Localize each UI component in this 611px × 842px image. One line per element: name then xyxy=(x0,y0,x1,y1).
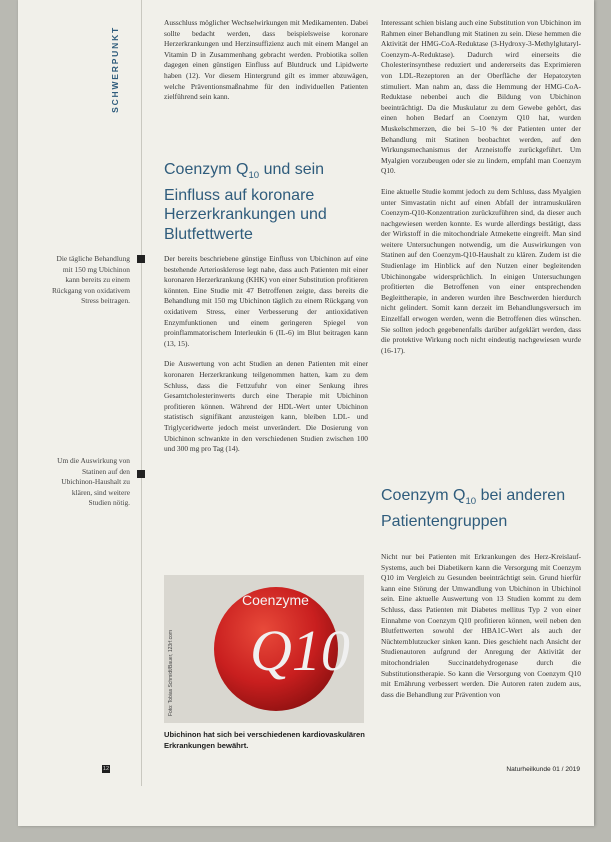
heading-1-part1: Coenzym Q xyxy=(164,161,249,178)
right-bottom-body xyxy=(381,552,581,710)
heading-2-part2: bei anderen Patientengruppen xyxy=(381,487,566,530)
sidenote-1: Die tägliche Behandlung mit 150 mg Ubichinon kann bereits zu einem Rückgang von oxidativem Stress beitragen. xyxy=(52,254,130,306)
photo-credit: Foto: Tobias Schmidt/Bauer, 123rf.com xyxy=(168,629,174,716)
intro-paragraph-block xyxy=(164,18,368,113)
heading-2-sub: 10 xyxy=(465,496,477,508)
sidenote-column xyxy=(18,0,130,826)
logo-word: Coenzyme xyxy=(242,592,309,608)
right-paragraph-2: Eine aktuelle Studie kommt jedoch zu dem Schluss, dass Myalgien unter Simvastatin nicht auf einen Abfall der intramuskulären Coenzym-Q10-Konzentration zurückzuführen sind, da dieser auch nachgewiesen werden konnte. Es wurde allerdings bestätigt, dass der Wirkstoff in die mitochondriale Atmekette eingreift. Man sind weitere Untersuchungen notwendig, um die Auswirkungen von Statinen auf den Coenzym-Q10-Haushalt zu klären. Zudem ist die Studienlage im Hinblick auf den Nutzen einer begleitenden Ubichinongabe widersprüchlich. In einigen Untersuchungen profitierten die Betroffenen von einer entsprechenden Begleittherapie, in anderen wurden ihre Beschwerden hierdurch nicht gelindert. Somit kann derzeit im Behandlungsversuch im Einzelfall erwogen werden, wenn die Betroffenen dies wünschen. Sie sollten jedoch gegebenenfalls darüber aufgeklärt werden, dass die protektive Wirkung noch nicht eindeutig nachgewiesen wurde (16-17). xyxy=(381,186,581,355)
heading-1-sub: 10 xyxy=(248,170,260,182)
magazine-page xyxy=(18,0,594,826)
right-paragraph-1: Interessant schien bislang auch eine Substitution von Ubichinon im Rahmen einer Behandlung mit Statinen zu sein. Diese hemmen die Aktivität der HMG-CoA-Reduktase (3-Hydroxy-3-Methylglutaryl-Coenzym-A-Reduktase). Dadurch wird einerseits die Cholesterinsynthese reduziert und andererseits das Exprimieren von LDL-Rezeptoren an der Oberfläche der Hepatozyten stimuliert. Man nahm an, dass die Hemmung der HMG-CoA-Reduktase nebenbei auch die Bildung von Ubichinon beeinträchtigt. Da die Muskulatur zu dem Gewebe gehört, das einen hohen Bedarf an Coenzym Q10 hat, wurden Muskelschmerzen, die bei 5–10 % der Patienten unter der Behandlung mit Statinen beobachtet werden, auf den Wirkungsmechanismus der Arzneistoffe zurückgeführt. Um Myalgien vorzubeugen oder sie zu lindern, empfahl man Coenzym Q10. xyxy=(381,18,581,176)
logo-mark: Q10 xyxy=(250,618,350,683)
heading-1-part2: und sein Einfluss auf koronare Herzerkrankungen und Blutfettwerte xyxy=(164,161,327,243)
right-body xyxy=(381,18,581,366)
middle-body xyxy=(164,254,368,465)
right-bottom-paragraph: Nicht nur bei Patienten mit Erkrankungen des Herz-Kreislauf-Systems, auch bei Diabetikern kann die Versorgung mit Coenzym Q10 im Vergleich zu Gesunden beeinträchtigt sein. Grund hierfür kann eine Störung der Umwandlung von Ubichinon in Ubichinol sein. Eine aktuelle Auswertung von 13 Studien kommt zu dem Schluss, dass Patienten mit Diabetes mellitus Typ 2 von einer Einnahme von Coenzym Q10 profitieren können, weil neben den Blutfettwerten sowohl der HBA1C-Wert als auch der Nüchternblutzucker sinken kann. Dies geschieht nach Ansicht der Studienautoren aufgrund der Anregung der Aktivität der mitochondrialen Succinatdehydrogenase durch die Substitutionstherapie. So kann die Versorgung von Coenzym Q10 mit Ernährung verbessert werden. Die Autoren raten zudem aus, dass die Behandlung zur Prävention von xyxy=(381,552,581,699)
sidenote-marker-2 xyxy=(137,470,145,478)
figure-caption: Ubichinon hat sich bei verschiedenen kardiovaskulären Erkrankungen bewährt. xyxy=(164,730,365,750)
section-heading-1 xyxy=(164,160,369,244)
intro-paragraph: Ausschluss möglicher Wechselwirkungen mit Medikamenten. Dabei sollte bedacht werden, dass beispielsweise koronare Herzerkrankungen und Herzinsuffizienz auch mit einem Mangel an Vitamin D in Zusammenhang gebracht werden. Probiotika sollen dagegen einen günstigen Einfluss auf Blutdruck und Lipidwerte haben (12). Vor diesem Hintergrund gilt es immer abzuwägen, welche Präventionsmaßnahme für den individuellen Patienten zielführend sein kann. xyxy=(164,18,368,102)
journal-footer: Naturheilkunde 01 / 2019 xyxy=(506,766,580,773)
mid-paragraph-2: Die Auswertung von acht Studien an denen Patienten mit einer koronaren Herzerkrankung teilgenommen hatten, kam zu dem Schluss, dass die Fettzufuhr von einer Senkung ihres Gesamtcholesterinwerts durch eine Therapie mit Ubichinon profitieren können. Während der HDL-Wert unter Ubichinon statistisch signifikant anzusteigen kann, bleiben LDL- und Triglyceridwerte jedoch meist unverändert. Die Dosierung von Ubichinon schwankte in den verschiedenen Studien zwischen 100 und 300 mg pro Tag (14). xyxy=(164,359,368,454)
coenzyme-logo-graphic xyxy=(164,575,364,723)
coenzyme-image xyxy=(164,575,364,723)
heading-2-part1: Coenzym Q xyxy=(381,487,466,504)
sidenote-marker-1 xyxy=(137,255,145,263)
page-number: 12 xyxy=(102,766,110,772)
section-heading-2 xyxy=(381,486,581,531)
column-divider xyxy=(141,0,142,786)
sidenote-2: Um die Auswirkung von Statinen auf den Ubichinon-Haushalt zu klären, sind weitere Studien nötig. xyxy=(57,456,130,508)
section-label: SCHWERPUNKT xyxy=(110,26,120,113)
mid-paragraph-1: Der bereits beschriebene günstige Einfluss von Ubichinon auf eine bestehende Arteriosklerose legt nahe, dass auch Patienten mit einer koronaren Herzerkrankung (KHK) von einer Substitution profitieren könnten. Eine Studie mit 47 Betroffenen zeigte, dass bereits die Behandlung mit 150 mg Ubichinon täglich zu einem Rückgang von oxidativem Stress, einer Verbesserung der antioxidativen Enzymfunktionen und einem geringeren Spiegel von proinflammatorischem Interleukin 6 (IL-6) im Blut beitragen kann (13, 15). xyxy=(164,254,368,348)
